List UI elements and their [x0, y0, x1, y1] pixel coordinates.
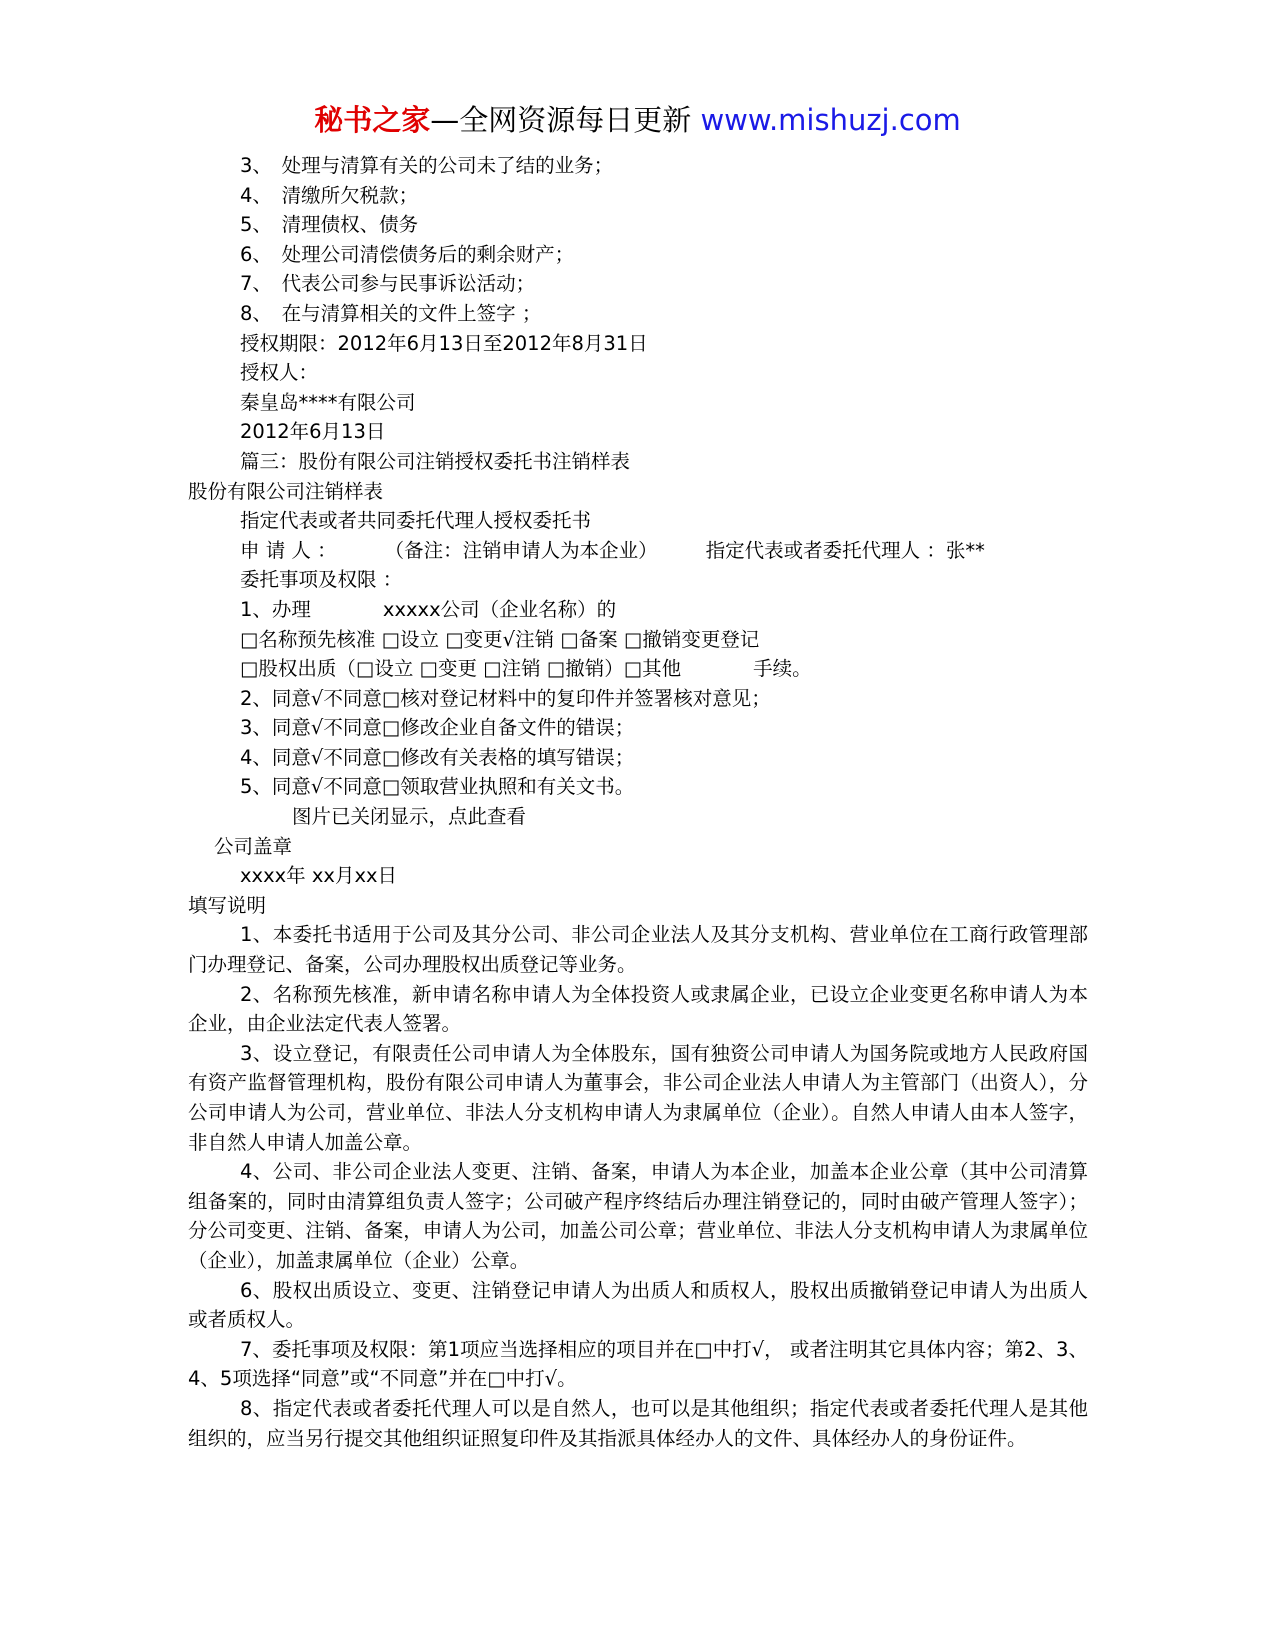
form-title: 指定代表或者共同委托代理人授权委托书 — [240, 509, 592, 533]
matters-label: 委托事项及权限 ： — [240, 568, 403, 592]
seal-date: xxxx年 xx月xx日 — [240, 864, 398, 888]
auth-period: 授权期限：2012年6月13日至2012年8月31日 — [240, 331, 648, 355]
document-body — [188, 151, 1088, 1453]
applicant-note: （备注：注销申请人为本企业） — [384, 538, 658, 562]
list-item: 7、 代表公司参与民事诉讼活动； — [240, 272, 536, 296]
site-url-link[interactable]: www.mishuzj.com — [700, 103, 961, 137]
list-item: 4、 清缴所欠税款； — [240, 183, 419, 207]
grantor-label: 授权人： — [240, 361, 319, 385]
matter-1 — [188, 595, 1088, 625]
list-item: 3、 处理与清算有关的公司未了结的业务； — [240, 154, 614, 177]
image-placeholder-link[interactable]: 图片已关闭显示，点此查看 — [292, 805, 527, 829]
list-item: 8、 在与清算相关的文件上签字 ； — [240, 301, 542, 325]
list-item: 6、 处理公司清偿债务后的剩余财产； — [240, 242, 575, 266]
matter-1-options-2-text: □股权出质（□设立 □变更 □注销 □撤销）□其他 — [240, 657, 682, 681]
section-title: 篇三：股份有限公司注销授权委托书注销样表 — [240, 449, 631, 473]
instruction-paragraph: 8、指定代表或者委托代理人可以是自然人，也可以是其他组织；指定代表或者委托代理人是其他组织的，应当另行提交其他组织证照复印件及其指派具体经办人的文件、具体经办人的身份证件。 — [188, 1396, 1088, 1450]
company-seal-label: 公司盖章 — [214, 834, 293, 858]
site-header — [0, 100, 1275, 140]
instruction-paragraph: 6、股权出质设立、变更、注销登记申请人为出质人和质权人，股权出质撤销登记申请人为出质人或者质权人。 — [188, 1278, 1088, 1332]
instruction-paragraph: 3、设立登记，有限责任公司申请人为全体股东，国有独资公司申请人为国务院或地方人民政府国有资产监督管理机构，股份有限公司申请人为董事会，非公司企业法人申请人为主管部门（出资人），分公司申请人为公司，营业单位、非法人分支机构申请人为隶属单位（企业）。自然人申请人由本人签字，非自然人申请人加盖公章。 — [188, 1041, 1088, 1154]
matter-4: 4、同意√不同意□修改有关表格的填写错误； — [240, 745, 635, 769]
matter-1-company: xxxxx公司（企业名称）的 — [382, 597, 617, 621]
sample-title: 股份有限公司注销样表 — [188, 479, 384, 503]
instruction-paragraph: 4、公司、非公司企业法人变更、注销、备案，申请人为本企业，加盖本企业公章（其中公司清算组备案的，同时由清算组负责人签字；公司破产程序终结后办理注销登记的，同时由破产管理人签字）；分公司变更、注销、备案，申请人为公司，加盖公司公章；营业单位、非法人分支机构申请人为隶属单位（企业），加盖隶属单位（企业）公章。 — [188, 1160, 1088, 1272]
instruction-paragraph: 7、委托事项及权限：第1项应当选择相应的项目并在□中打√， 或者注明其它具体内容；第2、3、4、5项选择“同意”或“不同意”并在□中打√。 — [188, 1337, 1088, 1391]
site-brand: 秘书之家 — [314, 103, 431, 137]
matter-2: 2、同意√不同意□核对登记材料中的复印件并签署核对意见； — [240, 686, 771, 710]
matter-1-options: □名称预先核准 □设立 □变更√注销 □备案 □撤销变更登记 — [240, 627, 760, 651]
designated-representative: 指定代表或者委托代理人 ：张** — [705, 538, 985, 562]
matter-5: 5、同意√不同意□领取营业执照和有关文书。 — [240, 775, 635, 799]
matter-3: 3、同意√不同意□修改企业自备文件的错误； — [240, 716, 635, 740]
matter-1-options-2 — [188, 654, 1088, 684]
applicant-label: 申 请 人 ： — [240, 538, 337, 562]
grantor-date: 2012年6月13日 — [240, 420, 386, 444]
instructions-title: 填写说明 — [188, 893, 267, 917]
instruction-paragraph: 2、名称预先核准，新申请名称申请人为全体投资人或隶属企业，已设立企业变更名称申请人为本企业，由企业法定代表人签署。 — [188, 982, 1088, 1036]
grantor-company: 秦皇岛****有限公司 — [240, 390, 416, 414]
matter-1-prefix: 1、办理 — [240, 597, 311, 621]
applicant-line — [188, 536, 1088, 566]
instruction-paragraph: 1、本委托书适用于公司及其分公司、非公司企业法人及其分支机构、营业单位在工商行政管理部门办理登记、备案，公司办理股权出质登记等业务。 — [188, 923, 1088, 977]
site-tagline: —全网资源每日更新 — [430, 103, 701, 137]
matter-1-options-2-end: 手续。 — [753, 657, 812, 681]
list-item: 5、 清理债权、债务 — [240, 213, 419, 237]
